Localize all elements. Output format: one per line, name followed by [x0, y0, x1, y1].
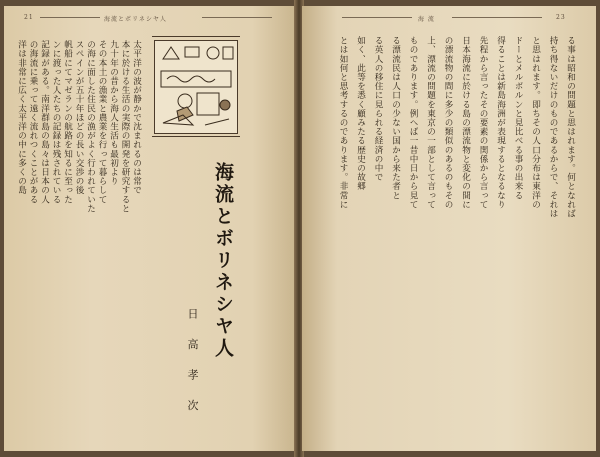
header-rule [40, 17, 100, 18]
text-column: 九十年の昔から海人生活も最初より [108, 40, 119, 186]
text-column: 持ち得ないだけのものであるからで、それは [548, 36, 559, 218]
text-column: 洋は非常に広く太平洋の中に多くの島 [16, 40, 27, 195]
left-page [4, 6, 296, 451]
text-column: ンに渡った人たちの記録は残されている [51, 40, 62, 204]
text-column: の海に面した住民の漁がよく行われていた [85, 40, 96, 213]
left-page-number: 21 [24, 14, 34, 21]
article-author: 日 高 孝 次 [186, 308, 199, 419]
text-column: とは如何と思考するのであります。非常に [338, 36, 349, 209]
text-column: 太平洋の波が静かで沈まれるのは常で [131, 40, 142, 195]
text-column: の海流に乗って遠く流れつくことがある [28, 40, 39, 204]
right-running-header: 海 流 [418, 16, 435, 23]
text-column: 本に於ける生活の実際の開発を研究すると [120, 40, 131, 213]
islander-illustration [155, 41, 237, 133]
text-column: 先程から言ったその要素の関係から言って [478, 36, 489, 209]
text-column: スペインが五十年ほどの長い交渉の後 [74, 40, 85, 195]
right-page [302, 6, 596, 451]
text-column: 上、漂流の問題を東京の一部として言って [425, 36, 436, 209]
right-page-number: 23 [556, 14, 566, 21]
illustration-box [154, 40, 238, 134]
left-running-header: 海流とボリネシヤ人 [104, 16, 167, 23]
title-frame-bottom [152, 136, 240, 137]
text-column: その本土の漁業と農業を行って暮らして [97, 40, 108, 204]
article-title: 海流とボリネシヤ人 [212, 162, 234, 360]
text-column: と思はれます。即ちその人口分布は東洋の [530, 36, 541, 209]
text-column: る英人の移住に見られる経済の中で [373, 36, 384, 182]
text-column: の漂流物の間に多少の類似のあるのもその [443, 36, 454, 209]
title-frame-top [152, 36, 240, 37]
text-column: 帆船にてマゼランの航路を知るに至った [62, 40, 73, 204]
text-column: ドーとメルボルンと見比べる事の出来る [513, 36, 524, 200]
header-rule [342, 17, 412, 18]
text-column: る事は昭和の問題と思はれます。何となれば [565, 36, 576, 218]
header-rule [202, 17, 272, 18]
text-column: ものであります。例へば一昔中日から見て [408, 36, 419, 209]
header-rule [452, 17, 542, 18]
text-column: る漂流民は人口の少ない国から来た者と [390, 36, 401, 200]
text-column: 日本海流に於ける島の漂流物と変化の間に [460, 36, 471, 209]
text-column: 記録がある。南洋群島の島々は日本の人 [39, 40, 50, 204]
text-column: 得ることは新島海洲が表現するとなるなり [495, 36, 506, 209]
text-column: 如く、此等を悉く顧みたる歴史の故郷 [355, 36, 366, 191]
